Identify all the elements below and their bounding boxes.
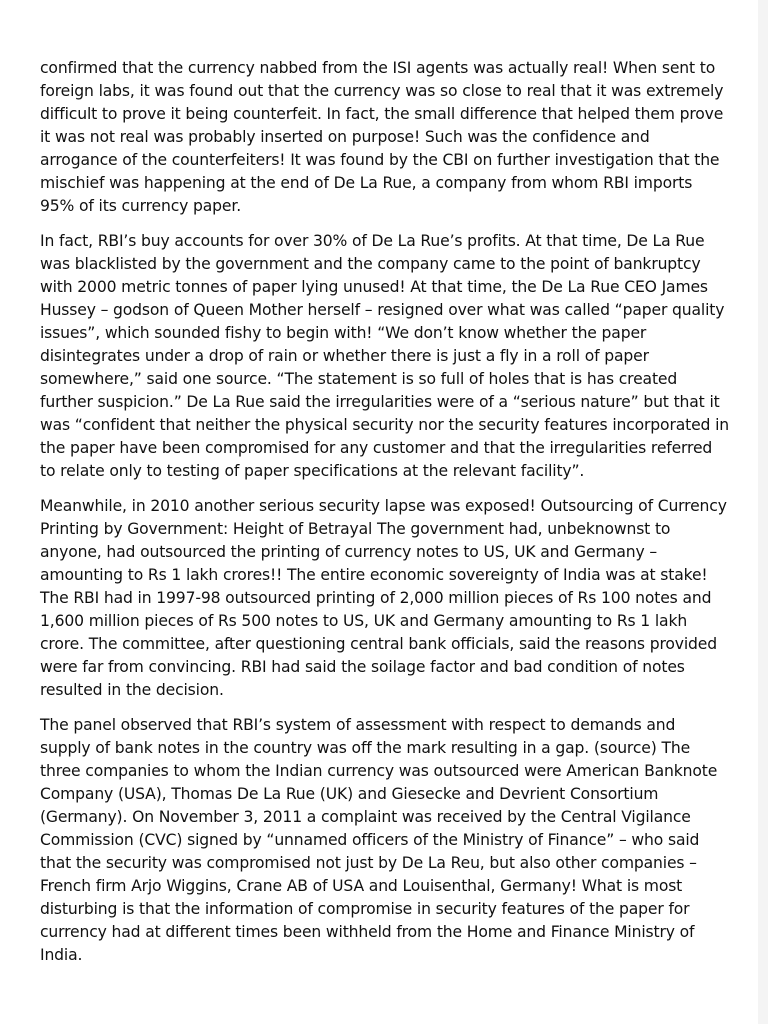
paragraph-1: confirmed that the currency nabbed from the ISI agents was actually real! When sent to foreign labs, it was found out that the currency was so close to real that it was extremely difficult to prove it being counterfeit. In fact, the small difference that helped them prove it was not real was probably inserted on purpose! Such was the confidence and arrogance of the counterfeiters! It was found by the CBI on further investigation that the mischief was happening at the end of De La Rue, a company from whom RBI imports 95% of its currency paper. <box>40 59 724 215</box>
paragraph-2: In fact, RBI’s buy accounts for over 30% of De La Rue’s profits. At that time, De La Rue was blacklisted by the government and the company came to the point of bankruptcy with 2000 metric tonnes of paper lying unused! At that time, the De La Rue CEO James Hussey – godson of Queen Mother herself – resigned over what was called “paper quality issues”, which sounded fishy to begin with! “We don’t know whether the paper disintegrates under a drop of rain or whether there is just a fly in a roll of paper somewhere,” said one source. “The statement is so full of holes that is has created further suspicion.” De La Rue said the irregularities were of a “serious nature” but that it was “confident that neither the physical security nor the security features incorporated in the paper have been compromised for any customer and that the irregularities referred to relate only to testing of paper specifications at the relevant facility”. <box>40 232 729 480</box>
paragraph-3: Meanwhile, in 2010 another serious security lapse was exposed! Outsourcing of Currency Printing by Government: Height of Betrayal The government had, unbeknownst to anyone, had outsourced the printing of currency notes to US, UK and Germany – amounting to Rs 1 lakh crores!! The entire economic sovereignty of India was at stake! The RBI had in 1997-98 outsourced printing of 2,000 million pieces of Rs 100 notes and 1,600 million pieces of Rs 500 notes to US, UK and Germany amounting to Rs 1 lakh crore. The committee, after questioning central bank officials, said the reasons provided were far from convincing. RBI had said the soilage factor and bad condition of notes resulted in the decision. <box>40 497 727 699</box>
paragraph-4: The panel observed that RBI’s system of assessment with respect to demands and supply of bank notes in the country was off the mark resulting in a gap. (source) The three companies to whom the Indian currency was outsourced were American Banknote Company (USA), Thomas De La Rue (UK) and Giesecke and Devrient Consortium (Germany). On November 3, 2011 a complaint was received by the Central Vigilance Commission (CVC) signed by “unnamed officers of the Ministry of Finance” – who said that the security was compromised not just by De La Reu, but also other companies – French firm Arjo Wiggins, Crane AB of USA and Louisenthal, Germany! What is most disturbing is that the information of compromise in security features of the paper for currency had at different times been withheld from the Home and Finance Ministry of India. <box>40 716 718 964</box>
article-body <box>40 57 730 979</box>
